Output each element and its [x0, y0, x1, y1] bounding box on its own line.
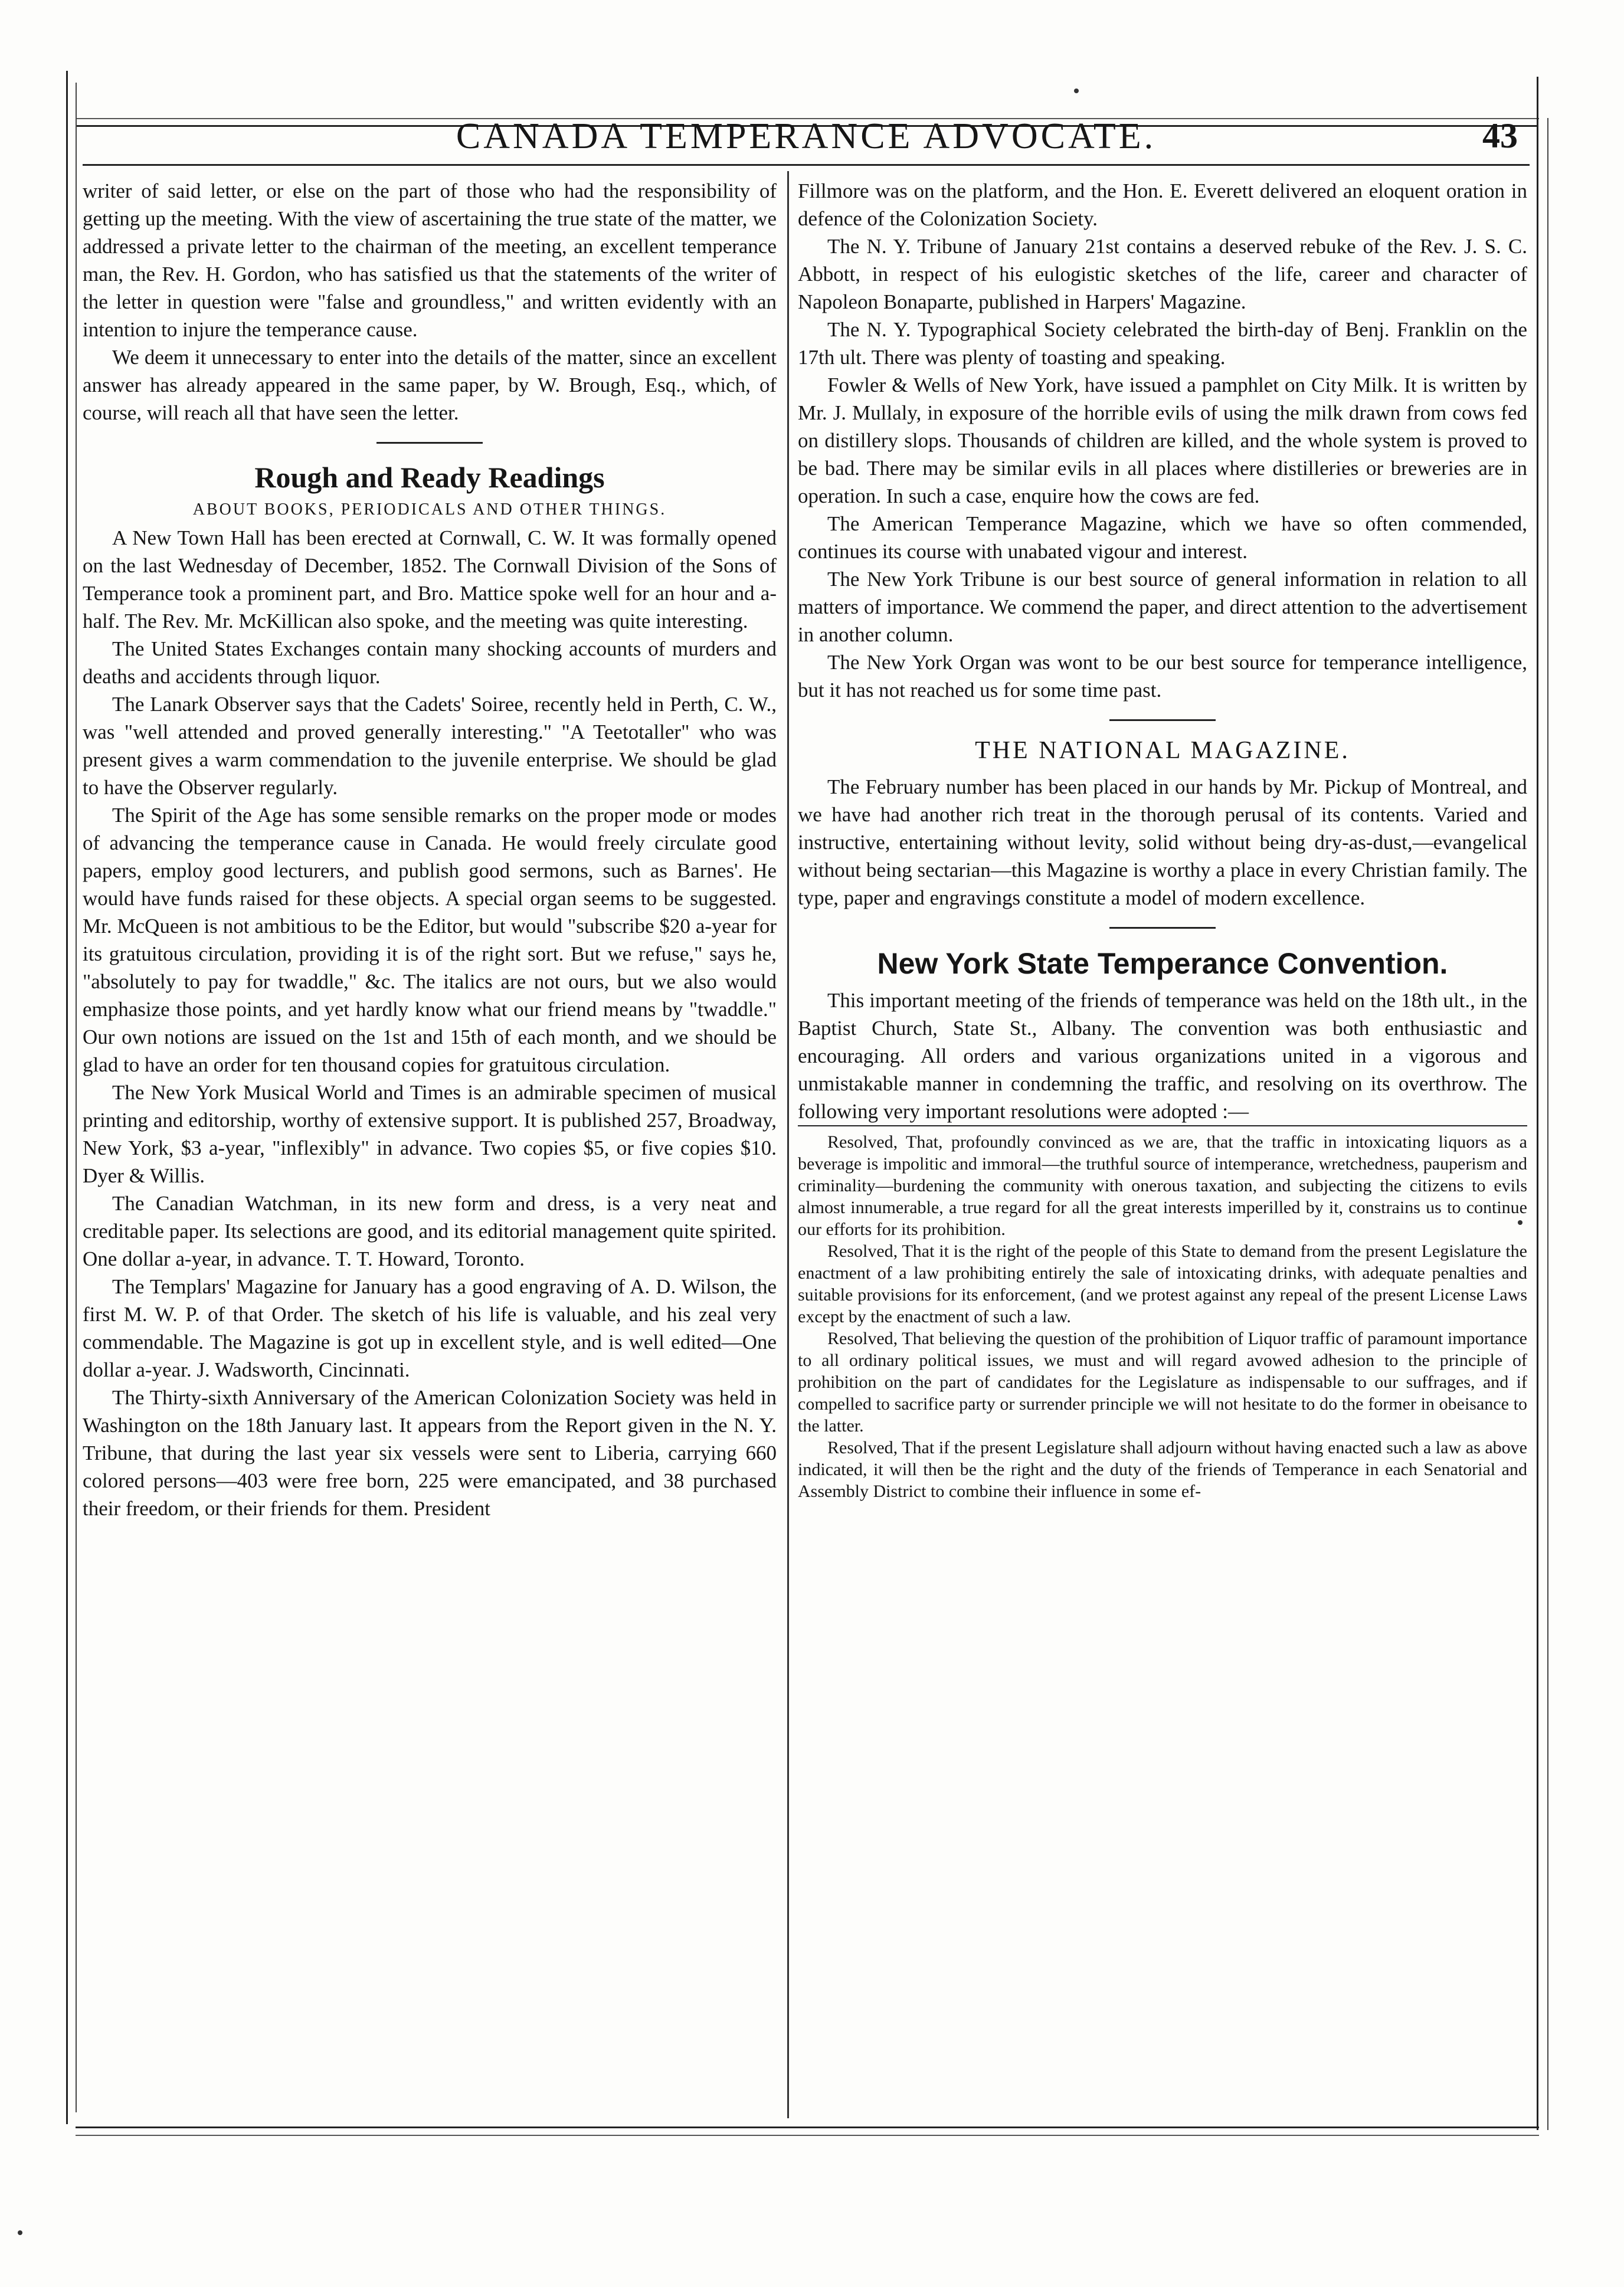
section-rule [1109, 719, 1216, 721]
section-rule [798, 1125, 1527, 1126]
scan-speck [1074, 89, 1079, 93]
resolution: Resolved, That it is the right of the people of this State to demand from the present Legislature the enactment of a law prohibiting entirely the sale of intoxicating drinks, with adequate penalties and suitable provisions for its enforcement, (and we protest against any repeal of the present License Laws except by the enactment of such a law. [798, 1241, 1527, 1326]
intro-paragraph: We deem it unnecessary to enter into the details of the matter, since an excellent answer has already appeared in the same paper, by W. Brough, Esq., which, of course, will reach all that have seen the letter. [83, 346, 777, 424]
convention-heading: New York State Temperance Convention. [877, 947, 1448, 980]
article-paragraph: The Thirty-sixth Anniversary of the American Colonization Society was held in Washington on the 18th January last. It appears from the Report given in the N. Y. Tribune, that during the last year six vessels were sent to Liberia, carrying 660 colored persons—403 were free born, 225 were emancipated, and 38 purchased their freedom, or their friends for them. President [83, 1386, 777, 1520]
article-paragraph: Fowler & Wells of New York, have issued a pamphlet on City Milk. It is written by Mr. J. Mullaly, in exposure of the horrible evils of using the milk drawn from cows fed on distillery slops. Thousands of children are killed, and the whole system is proved to be bad. There may be similar evils in all places where distilleries or breweries are in operation. In such a case, enquire how the cows are fed. [798, 373, 1527, 507]
frame-line [76, 83, 77, 2112]
article-paragraph: The Templars' Magazine for January has a good engraving of A. D. Wilson, the first M. W. P. of that Order. The sketch of his life is valuable, and his zeal very commendable. The Magazine is got up in excellent style, and is well edited—One dollar a-year. J. Wadsworth, Cincinnati. [83, 1275, 777, 1381]
page-number: 43 [1482, 116, 1518, 155]
article-paragraph: The N. Y. Tribune of January 21st contains a deserved rebuke of the Rev. J. S. C. Abbott, in respect of his eulogistic sketches of the life, career and character of Napoleon Bonaparte, published in Harpers' Magazine. [798, 235, 1527, 313]
scan-speck [1518, 1220, 1523, 1225]
section-rule [376, 442, 483, 444]
right-column [798, 177, 1527, 1502]
frame-line [1547, 118, 1548, 2130]
convention-intro: This important meeting of the friends of temperance was held on the 18th ult., in the Baptist Church, State St., Albany. The convention was both enthusiastic and encouraging. All orders and various organizations united in a vigorous and unmistakable manner in condemning the traffic, and resolving on its overthrow. The following very important resolutions were adopted :— [798, 989, 1527, 1123]
masthead-title: CANADA TEMPERANCE ADVOCATE. [456, 116, 1157, 156]
article-paragraph: The Lanark Observer says that the Cadets' Soiree, recently held in Perth, C. W., was "well attended and proved generally interesting." "A Teetotaller" who was present gives a warm commendation to the juvenile enterprise. We should be glad to have the Observer regularly. [83, 693, 777, 799]
rough-ready-heading: Rough and Ready Readings [254, 461, 605, 494]
column-divider [787, 171, 789, 2118]
article-paragraph: The United States Exchanges contain many shocking accounts of murders and deaths and accidents through liquor. [83, 637, 777, 688]
article-paragraph: Fillmore was on the platform, and the Hon. E. Everett delivered an eloquent oration in defence of the Colonization Society. [798, 179, 1527, 230]
article-paragraph: The N. Y. Typographical Society celebrated the birth-day of Benj. Franklin on the 17th ult. There was plenty of toasting and speaking. [798, 318, 1527, 369]
article-paragraph: A New Town Hall has been erected at Cornwall, C. W. It was formally opened on the last Wednesday of December, 1852. The Cornwall Division of the Sons of Temperance took a prominent part, and Bro. Mattice spoke well for an hour and a-half. The Rev. Mr. McKillican also spoke, and the meeting was quite interesting. [83, 526, 777, 633]
article-paragraph: The American Temperance Magazine, which we have so often commended, continues its course with unabated vigour and interest. [798, 512, 1527, 563]
article-paragraph: The New York Organ was wont to be our best source for temperance intelligence, but it has not reached us for some time past. [798, 651, 1527, 702]
resolution: Resolved, That if the present Legislature shall adjourn without having enacted such a law as above indicated, it will then be the right and the duty of the friends of Temperance in each Senatorial and Assembly District to combine their influence in some ef- [798, 1438, 1527, 1501]
article-paragraph: The New York Tribune is our best source of general information in relation to all matters of importance. We commend the paper, and direct attention to the advertisement in another column. [798, 568, 1527, 646]
rough-ready-subheading: ABOUT BOOKS, PERIODICALS AND OTHER THINGS. [192, 500, 667, 519]
frame-line [76, 2135, 1539, 2136]
left-column [83, 177, 777, 1522]
frame-line [66, 71, 68, 2124]
resolution: Resolved, That, profoundly convinced as we are, that the traffic in intoxicating liquors as a beverage is impolitic and immoral—the truthful source of intemperance, wretchedness, pauperism and criminality—burdening the community with onerous taxation, and subjecting the citizens to evils almost innumerable, a true regard for all the great interests imperilled by it, constrains us to continue our efforts for its prohibition. [798, 1132, 1527, 1239]
section-rule [1109, 927, 1216, 929]
header-rule [83, 164, 1530, 166]
masthead [83, 116, 1530, 163]
frame-line [76, 2127, 1539, 2128]
frame-line [1537, 77, 1538, 2130]
resolution: Resolved, That believing the question of the prohibition of Liquor traffic of paramount importance to all ordinary political issues, we must and will regard avowed adhesion to the principle of prohibition on the part of candidates for the Legislature as indispensable to our suffrages, and if compelled to sacrifice party or surrender principle we will not hesitate to do the former in obeisance to the latter. [798, 1329, 1527, 1436]
intro-paragraph: writer of said letter, or else on the part of those who had the responsibility of getting up the meeting. With the view of ascertaining the true state of the matter, we addressed a private letter to the chairman of the meeting, an excellent temperance man, the Rev. H. Gordon, who has satisfied us that the statements of the writer of the letter in question were "false and groundless," and written evidently with an intention to injure the temperance cause. [83, 179, 777, 341]
article-paragraph: The Spirit of the Age has some sensible remarks on the proper mode or modes of advancing the temperance cause in Canada. He would freely circulate good papers, employ good lecturers, and publish good sermons, such as Barnes'. He would have funds raised for these objects. A special organ seems to be suggested. Mr. McQueen is not ambitious to be the Editor, but would "subscribe $20 a-year for its gratuitous circulation, providing it is of the right sort. But we refuse," says he, "absolutely to pay for twaddle," &c. The italics are not ours, but we also would emphasize those points, and yet hardly know what our friend means by "twaddle." Our own notions are issued on the 1st and 15th of each month, and we should be glad to have an order for ten thousand copies for gratuitous circulation. [83, 804, 777, 1076]
national-magazine-text: The February number has been placed in our hands by Mr. Pickup of Montreal, and we have had another rich treat in the thorough perusal of its contents. Varied and instructive, entertaining without levity, solid without being dry-as-dust,—evangelical without being sectarian—this Magazine is worthy a place in every Christian family. The type, paper and engravings constitute a model of modern excellence. [798, 775, 1527, 909]
article-paragraph: The Canadian Watchman, in its new form and dress, is a very neat and creditable paper. Its selections are good, and its editorial management quite spirited. One dollar a-year, in advance. T. T. Howard, Toronto. [83, 1192, 777, 1270]
article-paragraph: The New York Musical World and Times is an admirable specimen of musical printing and editorship, worthy of extensive support. It is published 257, Broadway, New York, $3 a-year, "inflexibly" in advance. Two copies $5, or five copies $10. Dyer & Willis. [83, 1081, 777, 1187]
scan-speck [18, 2230, 22, 2235]
national-magazine-heading: THE NATIONAL MAGAZINE. [975, 737, 1350, 764]
